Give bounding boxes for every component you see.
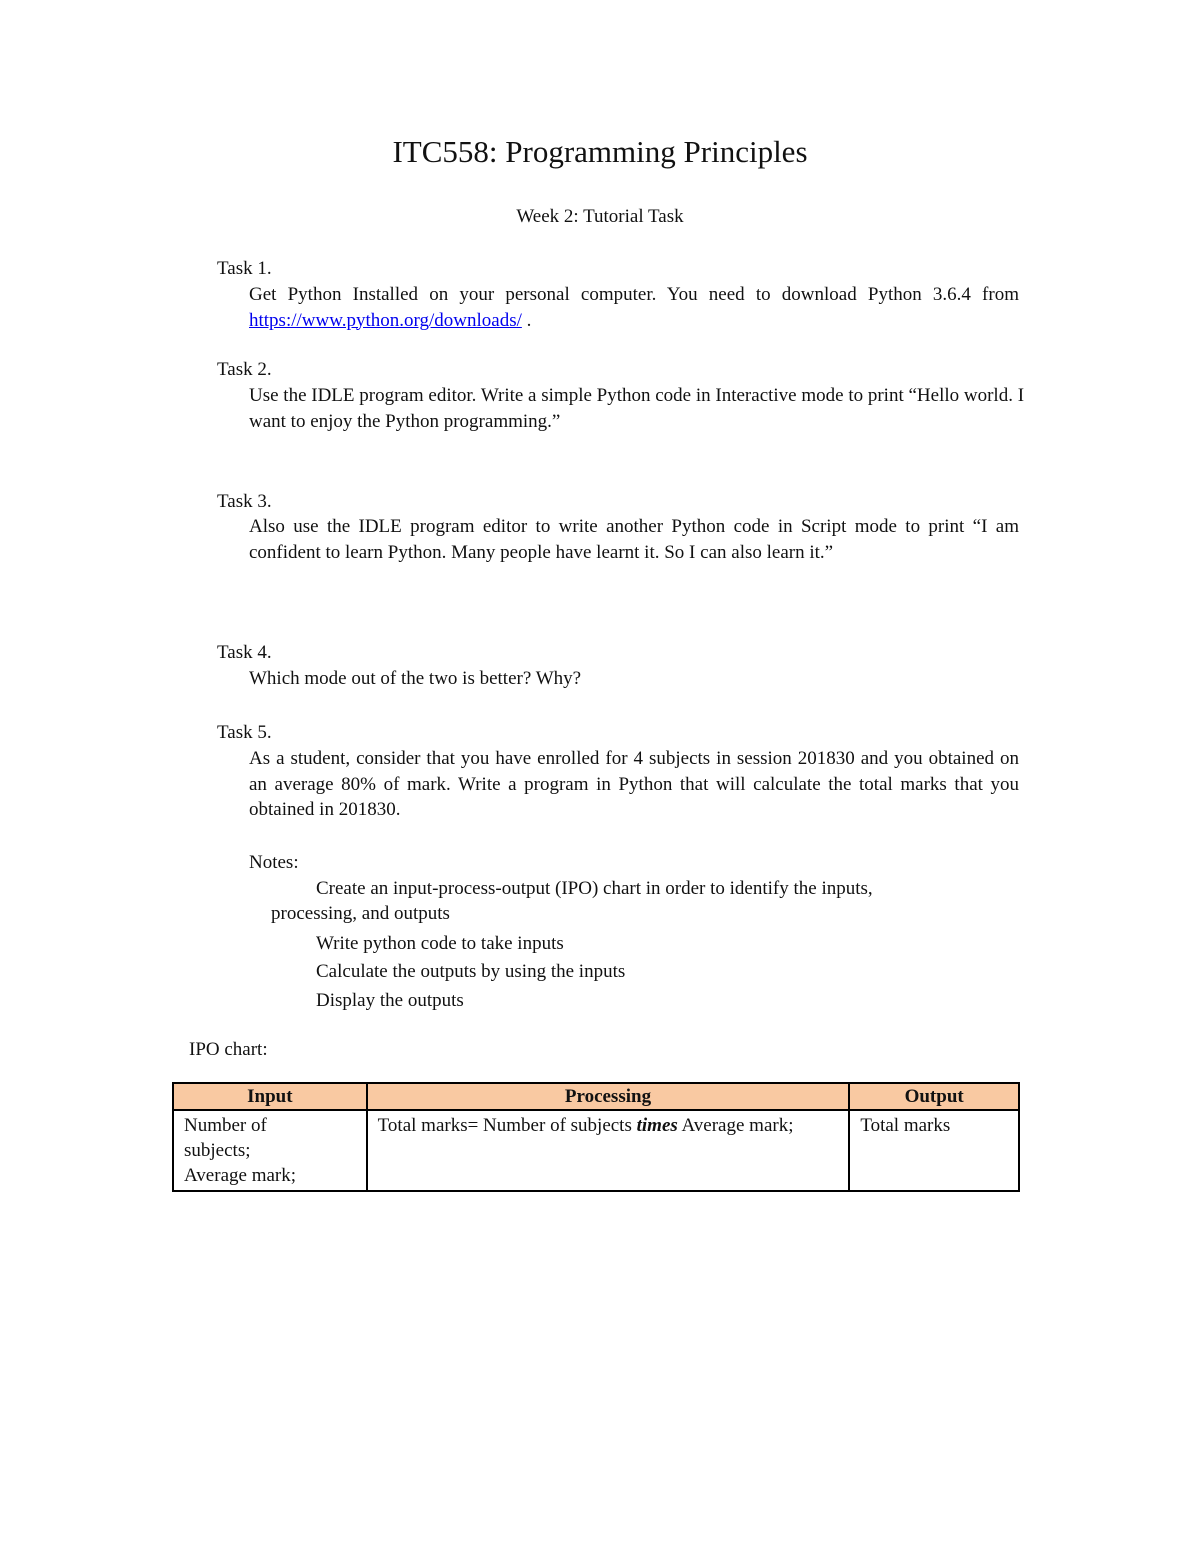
- notes-label: Notes:: [249, 852, 299, 873]
- task-3-heading: Task 3.: [217, 491, 272, 512]
- note-item: processing, and outputs: [271, 903, 450, 924]
- ipo-header-output: Output: [849, 1083, 1019, 1110]
- ipo-input-line: Number of: [184, 1115, 267, 1136]
- task-5-text: As a student, consider that you have enrolled for 4 subjects in session 201830 and you obtained on an average 80% of mark. Write a program in Python that will calculate the total marks that you obtained in 201830.: [249, 748, 1019, 820]
- ipo-input-line: subjects;: [184, 1140, 251, 1161]
- task-1-heading: Task 1.: [217, 258, 272, 279]
- task-3-body: [249, 514, 1019, 565]
- document-subtitle: Week 2: Tutorial Task: [516, 206, 684, 227]
- task-4-heading: Task 4.: [217, 642, 272, 663]
- task-4-body: [249, 666, 1019, 692]
- ipo-input-line: Average mark;: [184, 1165, 297, 1186]
- ipo-chart-label: IPO chart:: [189, 1039, 268, 1060]
- task-2-text: Use the IDLE program editor. Write a simple Python code in Interactive mode to print “Hello world. I want to enjoy the Python programming.”: [249, 385, 1025, 432]
- note-item: Write python code to take inputs: [316, 933, 564, 954]
- ipo-processing-emphasis: times: [636, 1115, 678, 1136]
- note-item: Calculate the outputs by using the inputs: [316, 961, 626, 982]
- document-title: ITC558: Programming Principles: [392, 134, 808, 169]
- python-downloads-link[interactable]: https://www.python.org/downloads/: [249, 309, 522, 331]
- task-1-body: [249, 282, 1019, 333]
- task-4-text: Which mode out of the two is better? Why?: [249, 668, 582, 689]
- task-2-heading: Task 2.: [217, 359, 272, 380]
- ipo-processing-cell: [367, 1110, 850, 1191]
- task-2-body: [249, 383, 1029, 434]
- ipo-table: [172, 1082, 1020, 1192]
- task-1-text: Get Python Installed on your personal computer. You need to download Python 3.6.4 from: [249, 284, 1019, 305]
- ipo-output-cell: Total marks: [849, 1110, 1019, 1191]
- ipo-processing-text-end: Average mark;: [677, 1115, 794, 1136]
- task-5-body: [249, 746, 1019, 823]
- note-item: Display the outputs: [316, 990, 464, 1011]
- task-5-heading: Task 5.: [217, 722, 272, 743]
- task-1-text-end: .: [521, 309, 532, 331]
- ipo-header-row: [173, 1083, 1019, 1110]
- ipo-input-cell: [173, 1110, 367, 1191]
- note-item: Create an input-process-output (IPO) chart in order to identify the inputs,: [316, 878, 873, 899]
- task-3-text: Also use the IDLE program editor to write another Python code in Script mode to print “I am confident to learn Python. Many people have learnt it. So I can also learn it.”: [249, 516, 1019, 563]
- ipo-header-input: Input: [173, 1083, 367, 1110]
- ipo-header-processing: Processing: [367, 1083, 850, 1110]
- ipo-processing-text: Total marks= Number of subjects: [377, 1115, 637, 1136]
- table-row: [173, 1110, 1019, 1191]
